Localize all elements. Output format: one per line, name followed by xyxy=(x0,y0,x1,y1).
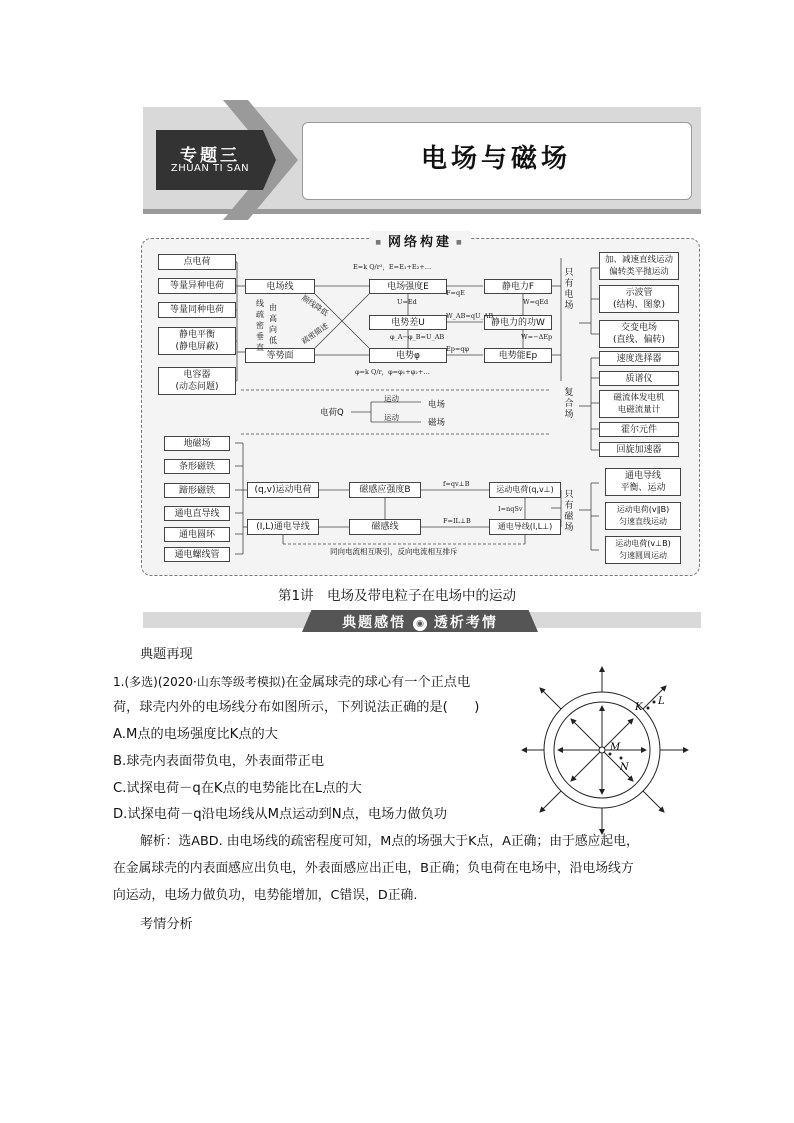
box-current-wire-perp: 通电导线(I,L⊥) xyxy=(489,519,561,535)
box-wire-motion: 通电导线 平衡、运动 xyxy=(605,468,681,496)
shell-field-figure xyxy=(520,664,694,838)
answer-line-1: 解析：选ABD. 由电场线的疏密程度可知，M点的场强大于K点，A正确；由于感应起电， xyxy=(140,834,639,849)
label-only-electric: 只有电场 xyxy=(564,268,574,311)
box-like-charges: 等量同种电荷 xyxy=(158,302,236,318)
box-bar-magnet: 条形磁铁 xyxy=(164,459,230,474)
box-capacitor: 电容器 (动态问题) xyxy=(158,367,236,395)
option-c: C.试探电荷－q在K点的电势能比在L点的大 xyxy=(113,781,362,796)
formula-w-qu: W_AB=qU_AB xyxy=(446,312,494,320)
box-electric-force: 静电力F xyxy=(484,279,552,294)
network-title: ■ 网络构建 ■ xyxy=(370,231,470,250)
label-charge-q: 电荷Q xyxy=(320,408,344,418)
box-moving-charge: (q,v)运动电荷 xyxy=(247,482,319,498)
question-line-2: 荷，球壳内外的电场线分布如图所示，下列说法正确的是( ) xyxy=(113,700,480,715)
box-field-strength: 电场强度E xyxy=(369,279,447,294)
section-icon: ◉ xyxy=(413,617,427,631)
chapter-tag: 专题三 xyxy=(180,146,240,166)
question-line-1: 1.(多选)(2020·山东等级考模拟)在金属球壳的球心有一个正点电 xyxy=(113,675,471,690)
formula-phi-diff: φ_A−φ_B=U_AB xyxy=(390,333,445,341)
box-current-loop: 通电圆环 xyxy=(164,527,230,542)
formula-ep: Ep=qφ xyxy=(446,345,470,353)
box-solenoid: 通电螺线管 xyxy=(164,547,230,562)
label-n: N xyxy=(620,762,629,773)
label-l: L xyxy=(658,696,665,707)
label-current-interaction: 同向电流相互吸引，反向电流相互排斥 xyxy=(330,547,458,556)
label-move-2: 运动 xyxy=(384,413,399,422)
box-oscilloscope: 示波管 (结构、图象) xyxy=(599,285,679,313)
box-straight-wire: 通电直导线 xyxy=(164,506,230,521)
box-potential-difference: 电势差U xyxy=(369,315,447,330)
option-b: B.球壳内表面带负电，外表面带正电 xyxy=(113,754,325,769)
label-only-magnetic: 只有磁场 xyxy=(564,490,574,533)
option-a: A.M点的电场强度比K点的大 xyxy=(113,727,278,742)
box-hall-element: 霍尔元件 xyxy=(599,422,679,437)
box-geomagnetic: 地磁场 xyxy=(164,436,230,451)
box-electrostatic-equilibrium: 静电平衡 (静电屏蔽) xyxy=(158,327,236,355)
box-cyclotron: 回旋加速器 xyxy=(599,442,679,457)
subheading-analysis: 考情分析 xyxy=(140,917,193,932)
formula-w-deltaep: W=−ΔEp xyxy=(521,333,553,341)
box-mass-spectrometer: 质谱仪 xyxy=(599,371,679,386)
formula-force: F=qE xyxy=(446,289,465,297)
box-accel-deflect: 加、减速直线运动 偏转类平抛运动 xyxy=(599,252,679,280)
box-horseshoe-magnet: 蹄形磁铁 xyxy=(164,483,230,498)
box-magnetic-line: 磁感线 xyxy=(349,519,421,535)
box-field-line: 电场线 xyxy=(245,279,315,294)
box-equipotential: 等势面 xyxy=(245,348,315,363)
label-density-describe: 疏密描述 xyxy=(300,321,330,346)
formula-potential: φ=k Q/r，φ=φ₁+φ₂+… xyxy=(355,368,430,376)
option-d: D.试探电荷－q沿电场线从M点运动到N点，电场力做负功 xyxy=(113,807,448,822)
lesson-caption: 第1讲 电场及带电粒子在电场中的运动 xyxy=(277,588,517,604)
label-drop-along-line: 顺线降低 xyxy=(300,293,330,318)
box-uniform-circular: 运动电荷(v⊥B) 匀速圆周运动 xyxy=(605,536,681,564)
label-m: M xyxy=(610,742,621,753)
box-mhd-generator: 磁流体发电机 电磁流量计 xyxy=(599,390,679,418)
label-k: K xyxy=(635,702,643,713)
page-title: 电场与磁场 xyxy=(420,144,571,174)
box-moving-charge-perp: 运动电荷(q,v⊥) xyxy=(489,482,561,498)
label-field-line-density: 线 疏 密 垂 直 xyxy=(256,299,264,352)
box-potential: 电势φ xyxy=(369,348,447,363)
box-electric-work: 静电力的功W xyxy=(484,315,552,330)
box-current-wire: (I,L)通电导线 xyxy=(247,519,319,535)
box-point-charge: 点电荷 xyxy=(158,254,236,270)
label-composite-field: 复合场 xyxy=(564,388,574,420)
label-high-to-low: 由 高 向 低 xyxy=(269,303,277,345)
label-electric-field: 电场 xyxy=(428,400,446,410)
formula-current: I=nqSv xyxy=(498,505,523,513)
label-move-1: 运动 xyxy=(384,394,399,403)
box-opposite-charges: 等量异种电荷 xyxy=(158,278,236,294)
formula-ampere: F=IL⊥B xyxy=(443,517,471,525)
section-title: 典题感悟 ◉ 透析考情 xyxy=(342,615,498,631)
box-uniform-linear: 运动电荷(v∥B) 匀速直线运动 xyxy=(605,502,681,530)
answer-line-3: 向运动，电场力做负功，电势能增加，C错误，D正确. xyxy=(113,888,418,903)
box-induction: 磁感应强度B xyxy=(349,482,421,498)
chapter-tag-pinyin: ZHUAN TI SAN xyxy=(170,163,250,174)
box-velocity-selector: 速度选择器 xyxy=(599,351,679,366)
formula-field-strength: E=k Q/r²，E=E₁+E₂+… xyxy=(353,263,432,271)
formula-w-qed: W=qEd xyxy=(523,298,549,306)
box-potential-energy: 电势能Ep xyxy=(484,348,552,363)
answer-line-2: 在金属球壳的内表面感应出负电，外表面感应出正电，B正确；负电荷在电场中，沿电场线方 xyxy=(113,861,634,876)
box-alternating-field: 交变电场 (直线、偏转) xyxy=(599,320,679,348)
label-magnetic-field: 磁场 xyxy=(428,418,446,428)
subheading-typical: 典题再现 xyxy=(140,647,193,662)
formula-lorentz: f=qv⊥B xyxy=(443,480,470,488)
formula-u-ed: U=Ed xyxy=(397,298,417,306)
